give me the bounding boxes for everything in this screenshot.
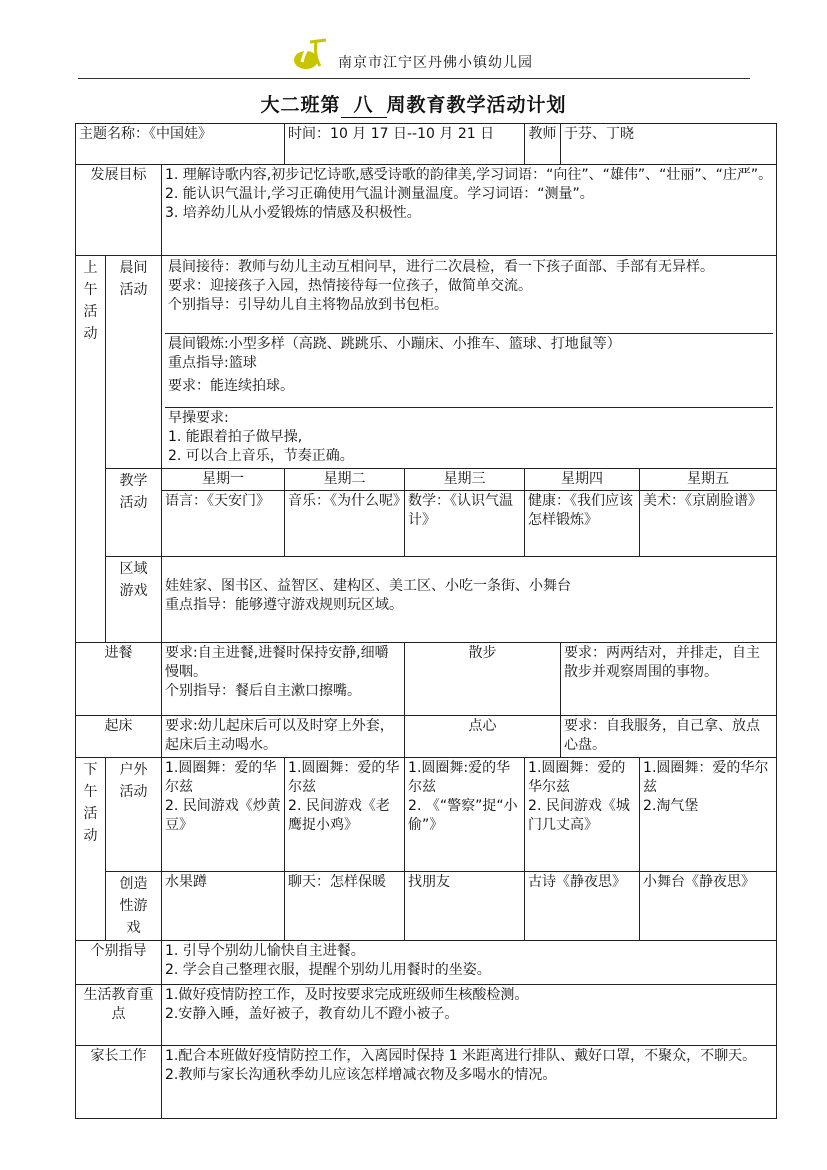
life-label: 生活教育重 点 bbox=[76, 985, 162, 1046]
day-header: 星期一 bbox=[162, 469, 285, 491]
parents-content: 1.配合本班做好疫情防控工作，入离园时保持 1 米距离进行排队、戴好口罩，不聚众，不聊天。 2.教师与家长沟通秋季幼儿应该怎样增减衣物及多喝水的情况。 bbox=[162, 1046, 777, 1119]
guidance-label: 个别指导 bbox=[76, 941, 162, 985]
day-header: 星期四 bbox=[525, 469, 640, 491]
theme-cell: 主题名称：《中国娃》 bbox=[76, 124, 285, 165]
outdoor-item: 1.圆圈舞：爱的华尔兹 2. 民间游戏《老鹰捉小鸡》 bbox=[285, 758, 405, 872]
plan-table bbox=[75, 123, 777, 1119]
outdoor-item: 1.圆圈舞:爱的华尔兹 2. 《“警察”捉“小偷”》 bbox=[405, 758, 525, 872]
life-content: 1.做好疫情防控工作，及时按要求完成班级师生核酸检测。 2.安静入睡，盖好被子，教育幼儿不蹬小被子。 bbox=[162, 985, 777, 1046]
morning-reception: 晨间接待：教师与幼儿主动互相问早，进行二次晨检，看一下孩子面部、手部有无异样。 要求：迎接孩子入园，热情接待每一位孩子，做简单交流。 个别指导：引导幼儿自主将物品放到书包柜。 bbox=[165, 257, 773, 334]
creative-item: 古诗《静夜思》 bbox=[525, 872, 640, 941]
teaching-item: 音乐：《为什么呢》 bbox=[285, 491, 405, 557]
teacher-names: 于芬、丁晓 bbox=[561, 124, 777, 165]
time-cell: 时间：10 月 17 日--10 月 21 日 bbox=[285, 124, 525, 165]
creative-item: 聊天：怎样保暖 bbox=[285, 872, 405, 941]
title-week: 八 bbox=[341, 90, 387, 118]
creative-label: 创造性游戏 bbox=[106, 872, 162, 941]
teaching-item: 语言：《天安门》 bbox=[162, 491, 285, 557]
goal-item: 3. 培养幼儿从小爱锻炼的情感及积极性。 bbox=[165, 205, 421, 221]
creative-item: 找朋友 bbox=[405, 872, 525, 941]
goal-item: 2. 能认识气温计,学习正确使用气温计测量温度。学习词语：“测量”。 bbox=[165, 186, 594, 202]
day-header: 星期二 bbox=[285, 469, 405, 491]
title-suffix: 周教育教学活动计划 bbox=[386, 94, 567, 116]
outdoor-item: 1.圆圈舞：爱的华尔兹 2.淘气堡 bbox=[640, 758, 777, 872]
title-prefix: 大二班第 bbox=[260, 94, 341, 116]
meal-label: 进餐 bbox=[76, 643, 162, 716]
morning-section-label: 上午活动 bbox=[76, 256, 106, 643]
goals-content bbox=[162, 165, 777, 256]
guidance-content: 1. 引导个别幼儿愉快自主进餐。 2. 学会自己整理衣服，提醒个别幼儿用餐时的坐姿。 bbox=[162, 941, 777, 985]
wake-label: 起床 bbox=[76, 716, 162, 758]
page-header bbox=[78, 38, 750, 79]
walk-label: 散步 bbox=[405, 643, 561, 716]
afternoon-section-label: 下午活动 bbox=[76, 758, 106, 941]
outdoor-label: 户外活动 bbox=[106, 758, 162, 872]
wake-content: 要求:幼儿起床后可以及时穿上外套，起床后主动喝水。 bbox=[162, 716, 405, 758]
snack-label: 点心 bbox=[405, 716, 561, 758]
page-title bbox=[0, 90, 827, 118]
creative-item: 水果蹲 bbox=[162, 872, 285, 941]
school-name: 南京市江宁区丹佛小镇幼儿园 bbox=[338, 55, 533, 71]
teacher-label: 教师 bbox=[525, 124, 561, 165]
creative-item: 小舞台《静夜思》 bbox=[640, 872, 777, 941]
teaching-item: 数学：《认识气温计》 bbox=[405, 491, 525, 557]
outdoor-item: 1.圆圈舞：爱的华尔兹 2. 民间游戏《城门几丈高》 bbox=[525, 758, 640, 872]
morning-content bbox=[162, 256, 777, 469]
snack-content: 要求：自我服务，自己拿、放点心盘。 bbox=[561, 716, 777, 758]
morning-label: 晨间活动 bbox=[106, 256, 162, 469]
goal-item: 1. 理解诗歌内容,初步记忆诗歌,感受诗歌的韵律美,学习词语：“向往”、“雄伟”、“壮丽”、“庄严”。 bbox=[165, 167, 773, 183]
goals-label: 发展目标 bbox=[76, 165, 162, 256]
area-label: 区域游戏 bbox=[106, 557, 162, 643]
walk-content: 要求：两两结对，并排走，自主散步并观察周围的事物。 bbox=[561, 643, 777, 716]
morning-drill: 早操要求: 1. 能跟着拍子做早操, 2. 可以合上音乐，节奏正确。 bbox=[168, 410, 354, 464]
teaching-item: 健康：《我们应该怎样锻炼》 bbox=[525, 491, 640, 557]
day-header: 星期三 bbox=[405, 469, 525, 491]
area-content: 娃娃家、图书区、益智区、建构区、美工区、小吃一条街、小舞台 重点指导：能够遵守游戏规则玩区域。 bbox=[162, 557, 777, 643]
meal-content: 要求:自主进餐,进餐时保持安静,细嚼慢咽。 个别指导：餐后自主漱口擦嘴。 bbox=[162, 643, 405, 716]
parents-label: 家长工作 bbox=[76, 1046, 162, 1119]
outdoor-item: 1.圆圈舞：爱的华尔兹 2. 民间游戏《炒黄豆》 bbox=[162, 758, 285, 872]
day-header: 星期五 bbox=[640, 469, 777, 491]
df-kindergarten-logo-icon bbox=[288, 38, 336, 74]
teaching-item: 美术：《京剧脸谱》 bbox=[640, 491, 777, 557]
teaching-label: 教学活动 bbox=[106, 469, 162, 557]
morning-exercise: 晨间锻炼:小型多样（高跷、跳跳乐、小蹦床、小推车、篮球、打地鼠等） 重点指导:篮球 要求：能连续拍球。 bbox=[165, 334, 773, 408]
